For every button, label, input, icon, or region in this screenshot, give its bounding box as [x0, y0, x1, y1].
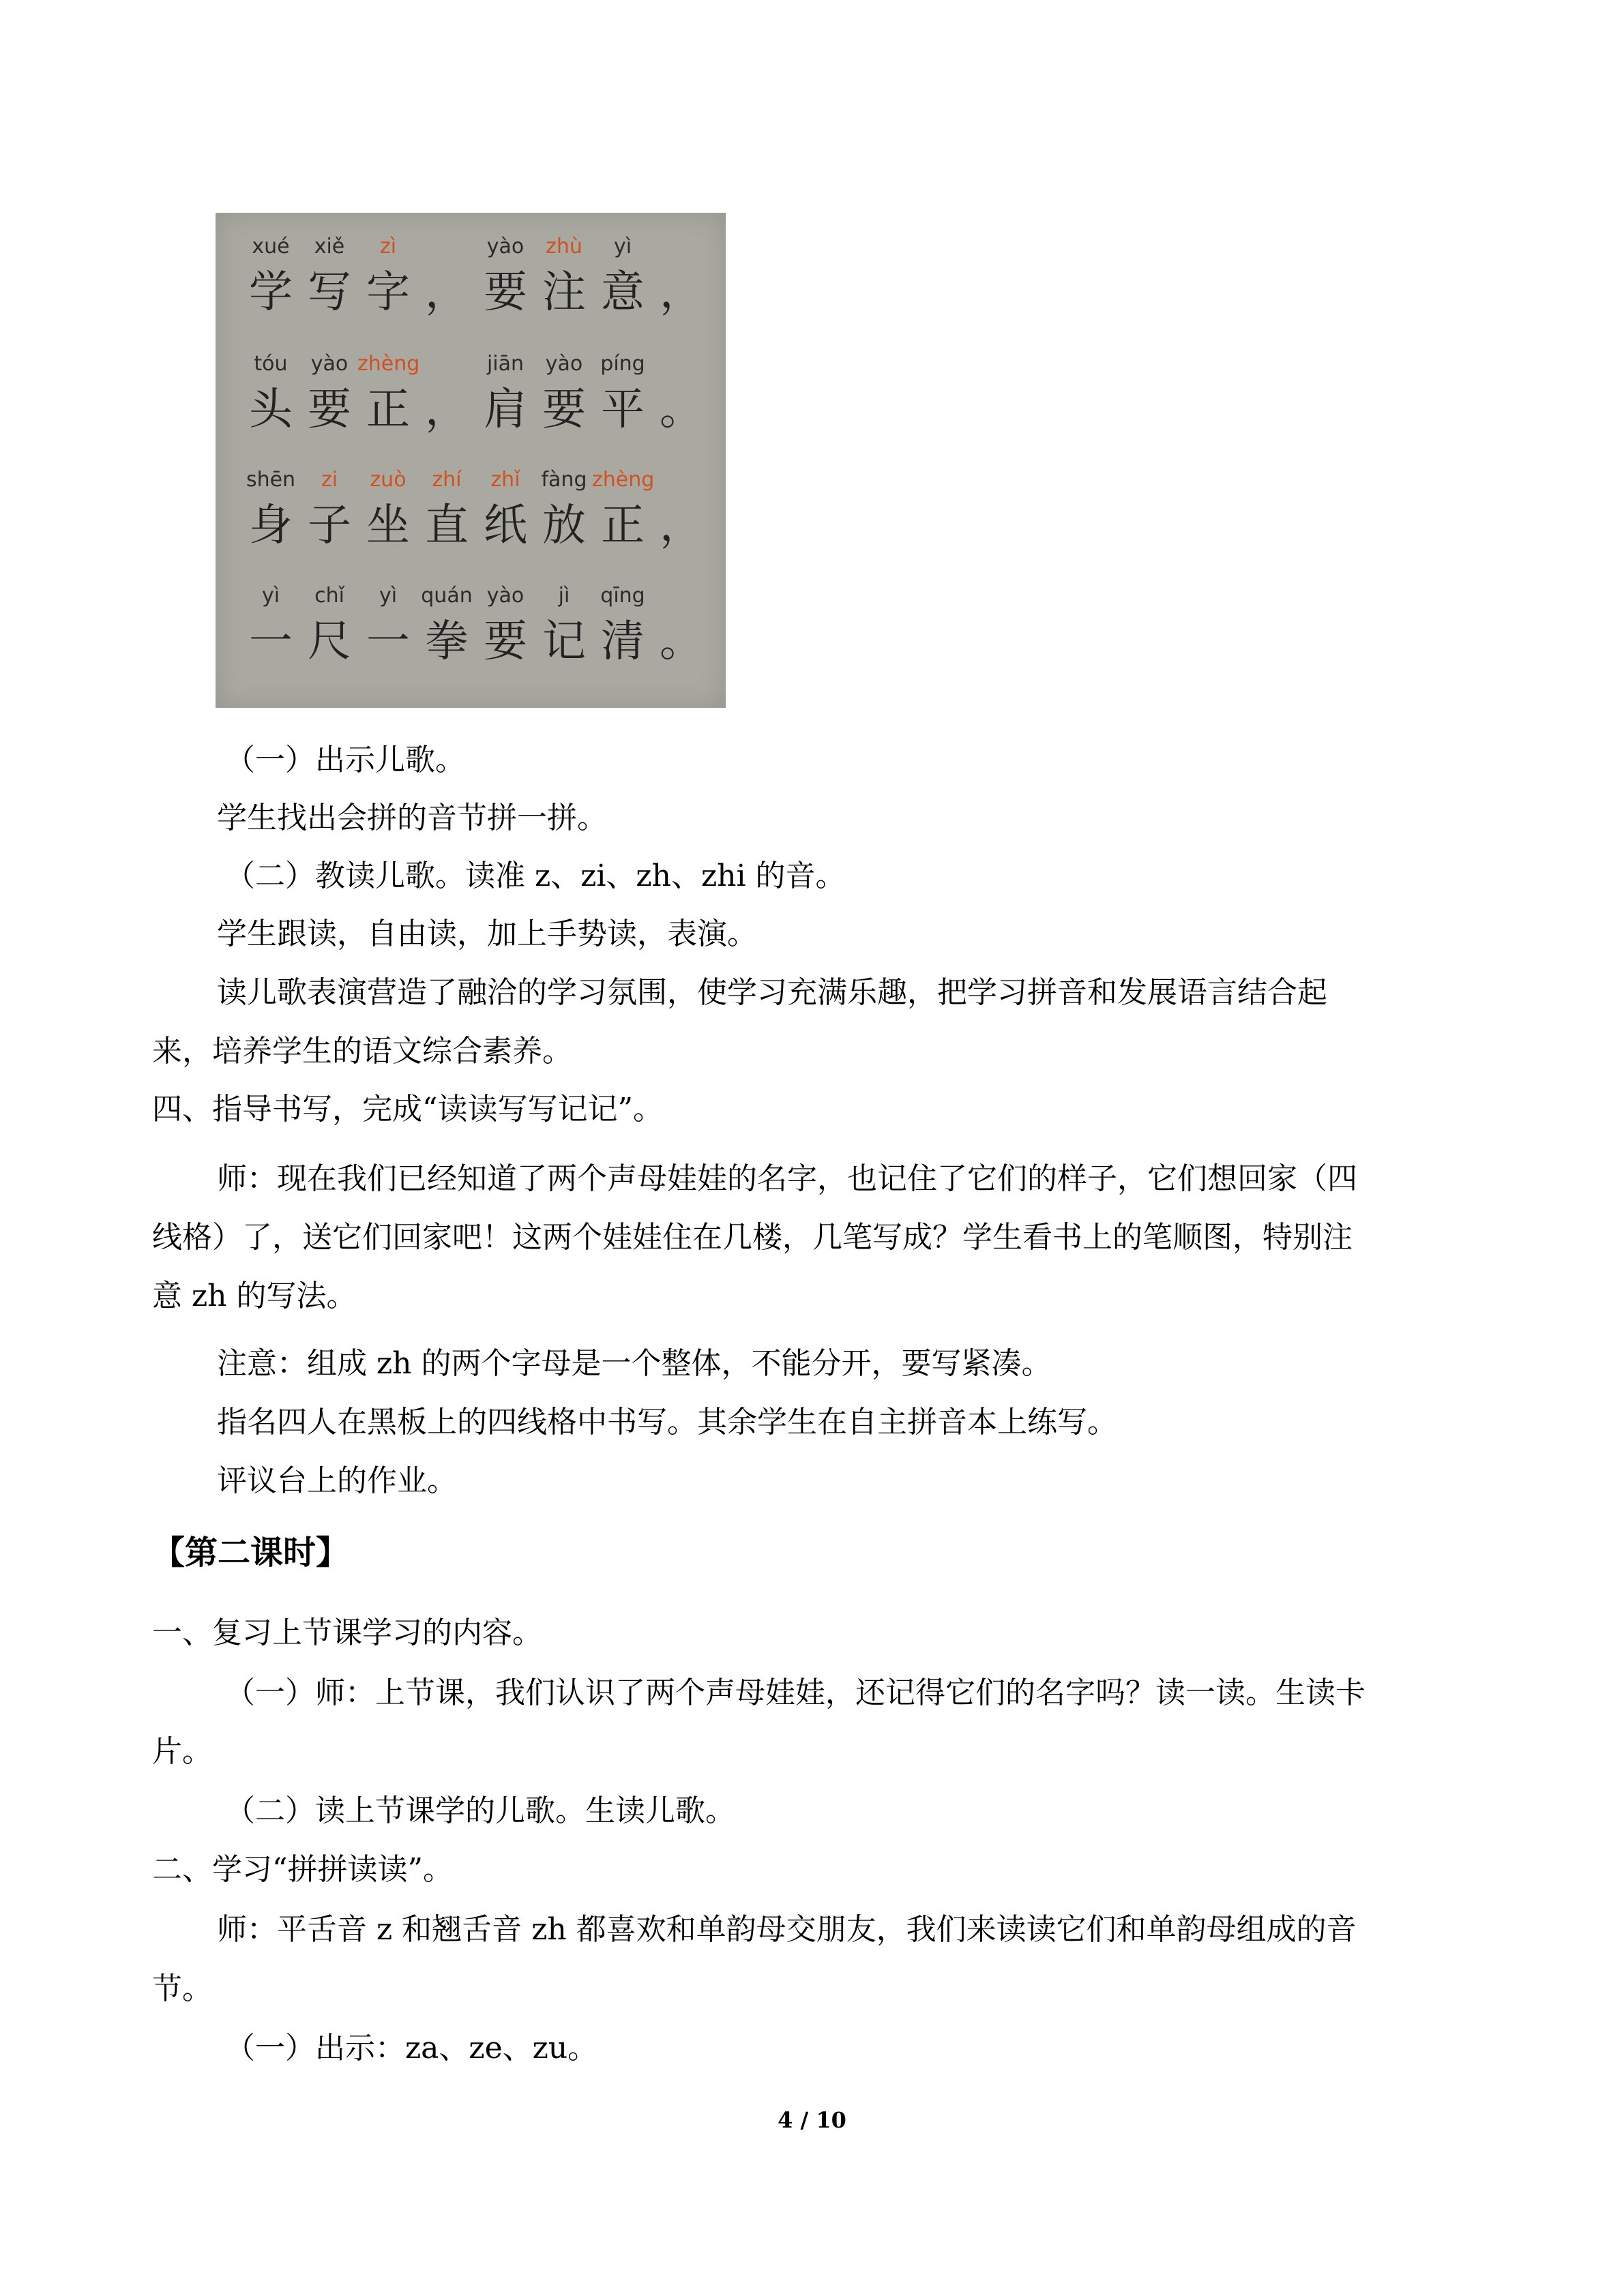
poem-line — [240, 581, 718, 697]
pinyin-label: yì — [613, 235, 632, 258]
hanzi-char: ， — [660, 501, 703, 551]
pinyin-label: zuò — [370, 468, 407, 492]
section-item: 四、指导书写，完成“读读写写记记”。 — [152, 1092, 663, 1127]
paragraph-continuation: 意 zh 的写法。 — [152, 1279, 357, 1313]
pinyin-label: zhí — [432, 468, 462, 492]
hanzi-char: 放 — [542, 501, 586, 551]
poem-syllable — [651, 465, 712, 556]
hanzi-char: 注 — [542, 267, 586, 318]
pinyin-label: jì — [558, 584, 570, 608]
page-number: 4 / 10 — [778, 2107, 846, 2133]
hanzi-char: 肩 — [484, 385, 527, 435]
hanzi-char: 字 — [366, 267, 410, 318]
poem-syllable — [240, 465, 301, 556]
poem-syllable — [299, 349, 360, 441]
hanzi-char: 身 — [249, 501, 293, 551]
hanzi-char: 学 — [249, 267, 293, 318]
pinyin-label: yì — [261, 584, 280, 608]
poem-syllable — [357, 349, 419, 441]
poem-syllable — [475, 232, 536, 323]
paragraph: 学生跟读，自由读，加上手势读，表演。 — [217, 916, 757, 951]
pinyin-label: yào — [486, 235, 525, 258]
paragraph: （一）出示：za、ze、zu。 — [225, 2031, 598, 2066]
pinyin-label: shēn — [246, 468, 296, 492]
pinyin-label: xué — [252, 235, 290, 258]
pinyin-label: fàng — [541, 468, 587, 492]
hanzi-char: 要 — [484, 267, 527, 318]
paragraph-continuation: 来，培养学生的语文综合素养。 — [152, 1034, 572, 1069]
poem-line — [240, 465, 718, 581]
poem-syllable — [592, 581, 653, 672]
pinyin-label: yào — [310, 352, 349, 376]
hanzi-char: 正 — [601, 501, 645, 551]
pinyin-label: zhèng — [592, 468, 655, 492]
pinyin-label: quán — [421, 584, 473, 608]
hanzi-char: 一 — [366, 616, 410, 667]
pinyin-label: zhǐ — [490, 468, 520, 492]
pinyin-label: chǐ — [314, 584, 344, 608]
pinyin-label: yì — [379, 584, 398, 608]
poem-image — [216, 213, 726, 708]
paragraph-continuation: 节。 — [152, 1971, 212, 2006]
poem-syllable — [240, 349, 301, 441]
hanzi-char: 正 — [366, 385, 410, 435]
paragraph-continuation: 线格）了，送它们回家吧！这两个娃娃住在几楼，几笔写成？学生看书上的笔顺图，特别注 — [152, 1220, 1353, 1255]
hanzi-char: 要 — [308, 385, 351, 435]
poem-syllable — [240, 232, 301, 323]
paragraph: （二）读上节课学的儿歌。生读儿歌。 — [225, 1793, 735, 1828]
poem-syllable — [357, 232, 419, 323]
hanzi-char: 要 — [484, 616, 527, 667]
paragraph: 注意：组成 zh 的两个字母是一个整体，不能分开，要写紧凑。 — [217, 1346, 1052, 1381]
poem-syllable — [416, 465, 477, 556]
hanzi-char: 记 — [542, 616, 586, 667]
pinyin-label: zi — [321, 468, 338, 492]
hanzi-char: ， — [425, 267, 469, 318]
pinyin-label — [651, 465, 712, 495]
poem-syllable — [357, 581, 419, 672]
pinyin-label: xiě — [314, 235, 345, 258]
poem-syllable — [592, 232, 653, 323]
poem-syllable — [533, 581, 595, 672]
poem-syllable — [475, 465, 536, 556]
hanzi-char: 拳 — [425, 616, 469, 667]
pinyin-label: píng — [600, 352, 645, 376]
section-heading: 【第二课时】 — [152, 1534, 349, 1572]
paragraph: 读儿歌表演营造了融洽的学习氛围，使学习充满乐趣，把学习拼音和发展语言结合起 — [217, 975, 1327, 1010]
paragraph: 指名四人在黑板上的四线格中书写。其余学生在自主拼音本上练写。 — [217, 1405, 1117, 1440]
poem-syllable — [651, 581, 712, 672]
poem-syllable — [299, 581, 360, 672]
poem-syllable — [533, 232, 595, 323]
poem-line — [240, 349, 718, 465]
poem-syllable — [592, 349, 653, 441]
poem-syllable — [592, 465, 653, 556]
hanzi-char: 直 — [425, 501, 469, 551]
pinyin-label: tóu — [254, 352, 288, 376]
pinyin-label: yào — [486, 584, 525, 608]
poem-syllable — [533, 349, 595, 441]
paragraph: 评议台上的作业。 — [217, 1463, 457, 1498]
hanzi-char: 。 — [660, 616, 703, 667]
paragraph: （一）师：上节课，我们认识了两个声母娃娃，还记得它们的名字吗？读一读。生读卡 — [225, 1675, 1365, 1710]
poem-syllable — [651, 349, 712, 441]
hanzi-char: 要 — [542, 385, 586, 435]
poem-syllable — [533, 465, 595, 556]
poem-syllable — [475, 581, 536, 672]
paragraph: （一）出示儿歌。 — [225, 743, 465, 777]
poem-syllable — [475, 349, 536, 441]
paragraph: 师：平舌音 z 和翘舌音 zh 都喜欢和单韵母交朋友，我们来读读它们和单韵母组成的音 — [217, 1912, 1357, 1947]
pinyin-label — [416, 232, 477, 262]
pinyin-label: qīng — [600, 584, 645, 608]
hanzi-char: 坐 — [366, 501, 410, 551]
pinyin-label: yào — [545, 352, 583, 376]
pinyin-label — [651, 581, 712, 611]
section-item: 一、复习上节课学习的内容。 — [152, 1615, 542, 1650]
pinyin-label — [651, 232, 712, 262]
poem-syllable — [416, 232, 477, 323]
poem-syllable — [357, 465, 419, 556]
poem-line — [240, 232, 718, 348]
pinyin-label — [651, 349, 712, 379]
hanzi-char: 平 — [601, 385, 645, 435]
paragraph: 师：现在我们已经知道了两个声母娃娃的名字，也记住了它们的样子，它们想回家（四 — [217, 1161, 1357, 1196]
hanzi-char: 尺 — [308, 616, 351, 667]
hanzi-char: ， — [660, 267, 703, 318]
pinyin-label: zhù — [546, 235, 582, 258]
poem-syllable — [416, 349, 477, 441]
hanzi-char: 写 — [308, 267, 351, 318]
hanzi-char: 。 — [660, 385, 703, 435]
poem-syllable — [416, 581, 477, 672]
hanzi-char: 子 — [308, 501, 351, 551]
poem-syllable — [299, 465, 360, 556]
pinyin-label: jiān — [486, 352, 525, 376]
poem-syllable — [240, 581, 301, 672]
pinyin-label: zhèng — [357, 352, 420, 376]
section-item: 二、学习“拼拼读读”。 — [152, 1852, 453, 1887]
pinyin-label: zì — [379, 235, 397, 258]
paragraph: 学生找出会拼的音节拼一拼。 — [217, 801, 607, 835]
hanzi-char: ， — [425, 385, 469, 435]
pinyin-label — [416, 349, 477, 379]
poem-syllable — [651, 232, 712, 323]
paragraph-continuation: 片。 — [152, 1734, 212, 1769]
paragraph: （二）教读儿歌。读准 z、zi、zh、zhi 的音。 — [225, 859, 846, 893]
poem-syllable — [299, 232, 360, 323]
hanzi-char: 纸 — [484, 501, 527, 551]
hanzi-char: 意 — [601, 267, 645, 318]
hanzi-char: 清 — [601, 616, 645, 667]
hanzi-char: 头 — [249, 385, 293, 435]
hanzi-char: 一 — [249, 616, 293, 667]
